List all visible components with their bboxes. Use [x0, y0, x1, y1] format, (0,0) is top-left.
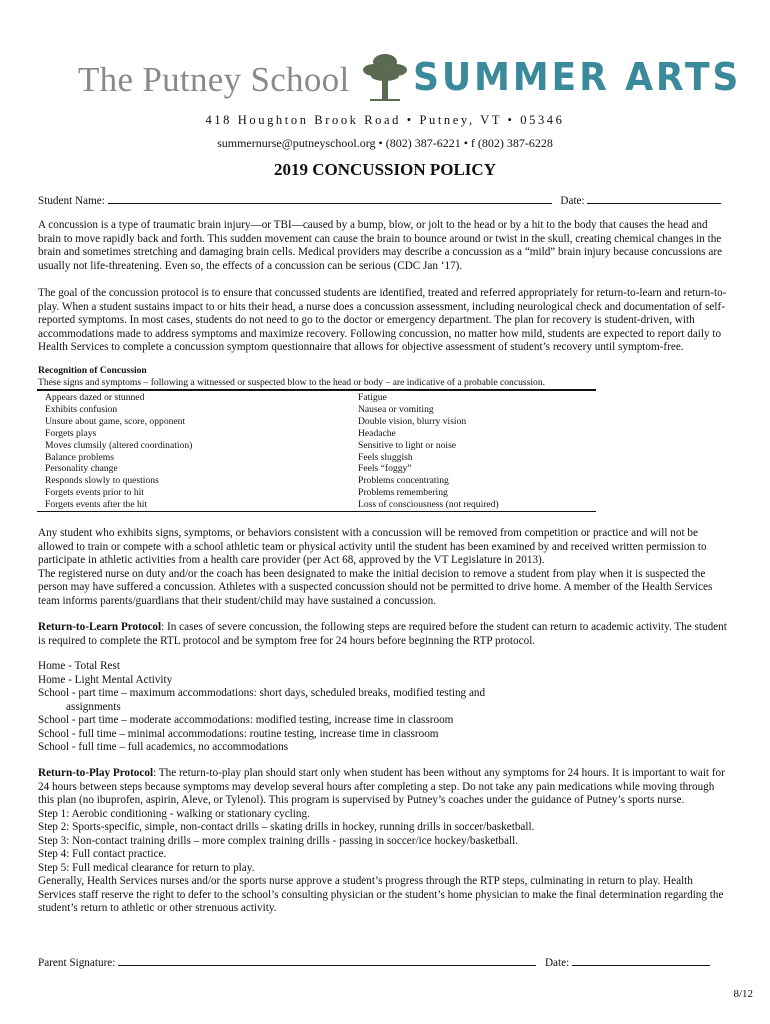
student-name-field[interactable] — [108, 193, 552, 204]
list-item: Loss of consciousness (not required) — [358, 499, 499, 511]
list-item: Appears dazed or stunned — [45, 392, 145, 403]
parent-date-label: Date: — [544, 957, 570, 969]
rtp-label: Return-to-Play Protocol — [38, 767, 154, 779]
rtl-label: Return-to-Learn Protocol — [38, 621, 162, 633]
student-name-label: Student Name: — [38, 195, 105, 207]
list-item: Step 5: Full medical clearance for return to play. — [38, 861, 255, 874]
rtp-intro — [38, 767, 730, 808]
page-title: 2019 CONCUSSION POLICY — [274, 160, 496, 179]
rtp-closing: Generally, Health Services nurses and/or the sports nurse approve a student’s progress through the RTP steps, culminating in return to play. Health Services staff reserve the right to defer to the school’s consulting physician or the student’s home physician to make the final determination regarding the student’s return to athletic or other strenuous activity. — [38, 875, 724, 914]
student-name-row — [38, 193, 721, 207]
parent-signature-field[interactable] — [118, 955, 536, 966]
signs-list — [45, 392, 192, 511]
list-item: assignments — [66, 700, 121, 713]
rtp-text: : The return-to-play plan should start only when student has been without any symptoms for 24 hours. It is important to wait for 24 hours between steps because symptoms may develop several hours after completing a step. Do not take any pain medications while moving through this plan (no ibuprofen, aspirin, Aleve, or Tylenol). This program is supervised by Putney’s coaches under the guidance of Putney’s sports nurse. — [38, 767, 725, 806]
parent-signature-label: Parent Signature: — [38, 957, 116, 969]
list-item: Moves clumsily (altered coordination) — [45, 439, 193, 451]
list-item: School - part time – moderate accommodations: modified testing, increase time in classroom — [38, 714, 454, 726]
list-item: Step 3: Non-contact training drills – more complex training drills - passing in soccer/ice hockey/basketball. — [38, 834, 519, 847]
list-item: Step 4: Full contact practice. — [38, 848, 167, 860]
removal-text: The registered nurse on duty and/or the coach has been designated to make the initial decision to remove a student from play when it is suspected the person may have suffered a concussion. Athletes with a suspected concussion should not be permitted to drive home. A member of the Health Services team informs parents/guardians that their student/child may have sustained a concussion. — [38, 567, 713, 607]
recognition-heading: Recognition of Concussion — [38, 365, 147, 376]
contact-info: summernurse@putneyschool.org • (802) 387-6221 • f (802) 387-6228 — [217, 136, 553, 150]
list-item: Problems remembering — [358, 487, 448, 499]
symptoms-list — [358, 392, 499, 511]
summer-arts-logo: SUMMER ARTS — [413, 55, 742, 99]
recognition-intro: These signs and symptoms – following a witnessed or suspected blow to the head or body – are indicative of a probable concussion. — [38, 377, 546, 388]
removal-text: Any student who exhibits signs, symptoms, or behaviors consistent with a concussion will be removed from competition or practice and will not be allowed to train or compete with a school athletic team or physical activity until the student has been examined by and received written permission to participate in athletic activities from a health care provider (per Act 68, approved by the VT Legislature in 2013). — [38, 527, 707, 566]
student-date-field[interactable] — [587, 193, 721, 204]
removal-paragraph — [38, 527, 730, 608]
parent-date-field[interactable] — [572, 955, 710, 966]
list-item: Headache — [358, 427, 396, 439]
rtl-text: : In cases of severe concussion, the following steps are required before the student can return to academic activity. The student is required to complete the RTL protocol and be symptom free for 24 hours before beginning the RTP protocol. — [38, 621, 727, 647]
list-item: Forgets events prior to hit — [45, 487, 144, 499]
list-item: Fatigue — [358, 392, 387, 403]
list-item: Nausea or vomiting — [358, 403, 434, 415]
list-item: Step 1: Aerobic conditioning - walking or stationary cycling. — [38, 807, 310, 820]
list-item: Unsure about game, score, opponent — [45, 415, 186, 427]
list-item: School - part time – maximum accommodations: short days, scheduled breaks, modified testing and — [38, 687, 486, 699]
list-item: Forgets events after the hit — [45, 499, 148, 511]
rtl-steps — [38, 660, 485, 755]
list-item: Double vision, blurry vision — [358, 415, 467, 427]
rtl-paragraph — [38, 621, 730, 648]
list-item: School - full time – full academics, no accommodations — [38, 741, 289, 753]
list-item: Step 2: Sports-specific, simple, non-contact drills – skating drills in hockey, running drills in soccer/basketball. — [38, 821, 535, 833]
divider — [37, 511, 596, 512]
list-item: Sensitive to light or noise — [358, 439, 457, 451]
list-item: Feels sluggish — [358, 451, 413, 463]
list-item: School - full time – minimal accommodations: routine testing, increase time in classroom — [38, 727, 439, 740]
divider — [37, 389, 596, 391]
tree-icon — [362, 50, 408, 102]
list-item: Personality change — [45, 463, 118, 475]
list-item: Feels “foggy” — [358, 463, 412, 475]
list-item: Home - Total Rest — [38, 660, 120, 672]
list-item: Exhibits confusion — [45, 403, 118, 415]
student-date-label: Date: — [560, 195, 585, 207]
list-item: Responds slowly to questions — [45, 475, 159, 487]
intro-paragraph: A concussion is a type of traumatic brain injury—or TBI—caused by a bump, blow, or jolt to the head or by a hit to the body that causes the head and brain to move rapidly back and forth. This sudden movement can cause the brain to bounce around or twist in the skull, creating chemical changes in the brain and sometimes stretching and damaging brain cells. Medical providers may describe a concussion as a “mild” brain injury because concussions are usually not life-threatening. Even so, the effects of a concussion can be serious (CDC Jan ‘17). — [38, 219, 723, 272]
rtp-paragraph — [38, 767, 730, 916]
list-item: Forgets plays — [45, 427, 97, 439]
list-item: Balance problems — [45, 451, 114, 463]
list-item: Home - Light Mental Activity — [38, 673, 173, 686]
goal-paragraph: The goal of the concussion protocol is to ensure that concussed students are identified, treated and referred appropriately for return-to-learn and return-to-play. When a student sustains impact to or hits their head, a nurse does a concussion assessment, including neurological check and documentation of self-reported symptoms. In most cases, students do not need to go to the doctor or emergency department. The plan for recovery is student-driven, with accommodations made to address symptoms and maximize recovery. Following concussion, no matter how mild, students are expected to report daily to Health Services to complete a concussion symptom questionnaire that allows for objective assessment of student’s recovery until symptom-free. — [38, 287, 727, 353]
school-address: 418 Houghton Brook Road • Putney, VT • 05346 — [205, 113, 565, 127]
school-name-logo: The Putney School — [78, 60, 350, 99]
list-item: Problems concentrating — [358, 475, 449, 487]
parent-signature-row — [38, 955, 710, 969]
page-number: 8/12 — [733, 988, 753, 1000]
